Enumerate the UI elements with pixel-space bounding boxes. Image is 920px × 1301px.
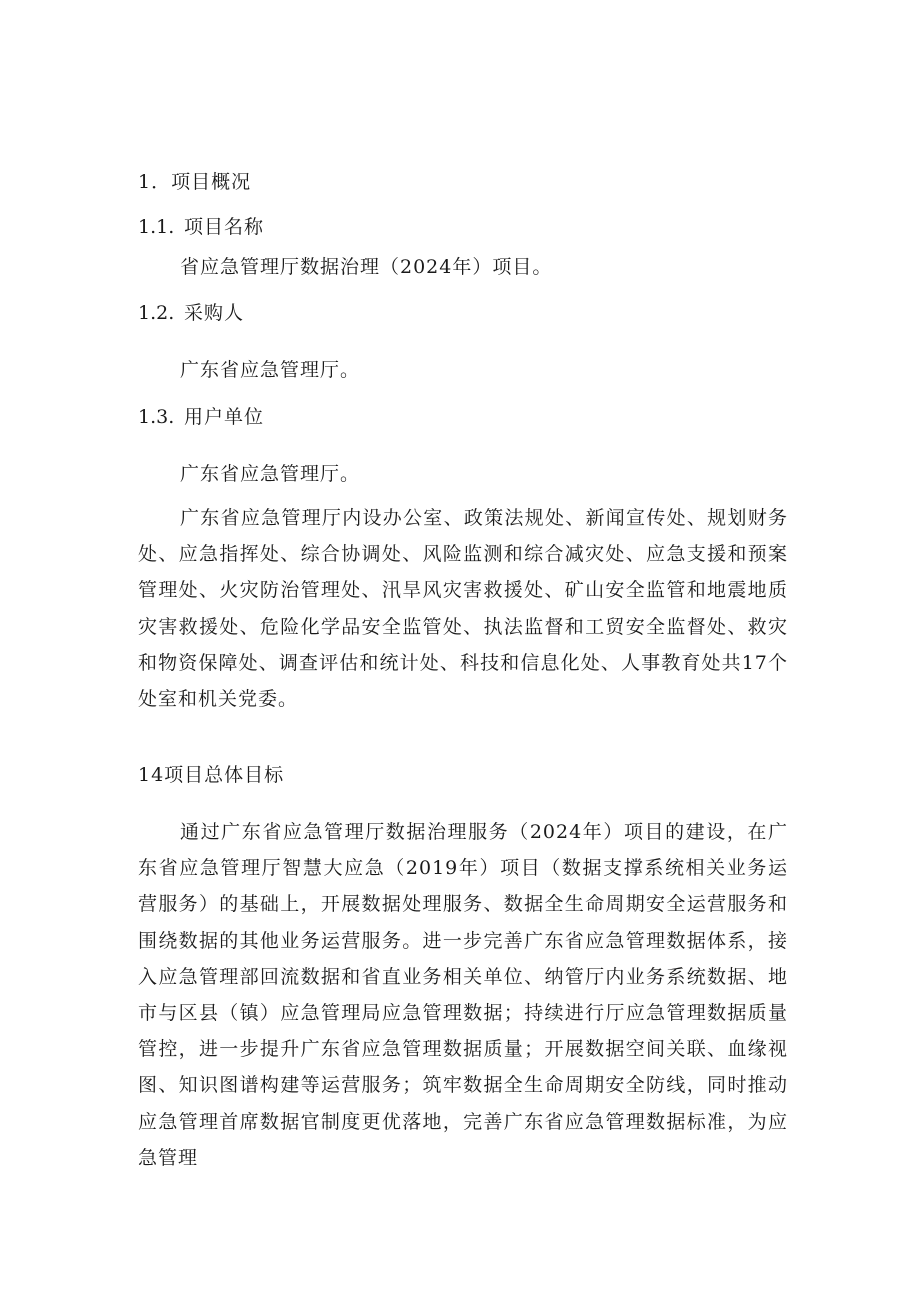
subsection-title: 用户单位 [184,406,265,428]
subsection-content-1-1: 省应急管理厅数据治理（2024年）项目。 [180,256,553,278]
subsection-title: 14项目总体目标 [138,764,285,786]
subsection-content-1-2: 广东省应急管理厅。 [180,359,361,381]
subsection-number: 1.3. [138,406,175,428]
section-heading [138,170,251,194]
subsection-title: 采购人 [184,302,245,324]
section-title: 项目概况 [171,171,252,193]
body-paragraph-objectives: 通过广东省应急管理厅数据治理服务（2024年）项目的建设，在广东省应急管理厅智慧大应急（2019年）项目（数据支撑系统相关业务运营服务）的基础上，开展数据处理服务、数据全生命周期安全运营服务和围绕数据的其他业务运营服务。进一步完善广东省应急管理数据体系，接入应急管理部回流数据和省直业务相关单位、纳管厅内业务系统数据、地市与区县（镇）应急管理局应急管理数据；持续进行厅应急管理数据质量管控，进一步提升广东省应急管理数据质量；开展数据空间关联、血缘视图、知识图谱构建等运营服务；筑牢数据全生命周期安全防线，同时推动应急管理首席数据官制度更优落地，完善广东省应急管理数据标准，为应急管理 [138,821,788,1169]
subsection-heading-1-2 [138,301,244,325]
subsection-title: 项目名称 [184,216,265,238]
subsection-heading-1-1 [138,215,264,239]
subsection-content-1-3: 广东省应急管理厅。 [180,463,361,485]
subsection-heading-1-4 [138,763,284,787]
subsection-number: 1.2. [138,302,175,324]
subsection-heading-1-3 [138,405,264,429]
subsection-number: 1.1. [138,216,175,238]
body-paragraph-departments: 广东省应急管理厅内设办公室、政策法规处、新闻宣传处、规划财务处、应急指挥处、综合协调处、风险监测和综合减灾处、应急支援和预案管理处、火灾防治管理处、汛旱风灾害救援处、矿山安全监管和地震地质灾害救援处、危险化学品安全监管处、执法监督和工贸安全监督处、救灾和物资保障处、调查评估和统计处、科技和信息化处、人事教育处共17个处室和机关党委。 [138,507,788,711]
section-number: 1． [138,171,172,193]
